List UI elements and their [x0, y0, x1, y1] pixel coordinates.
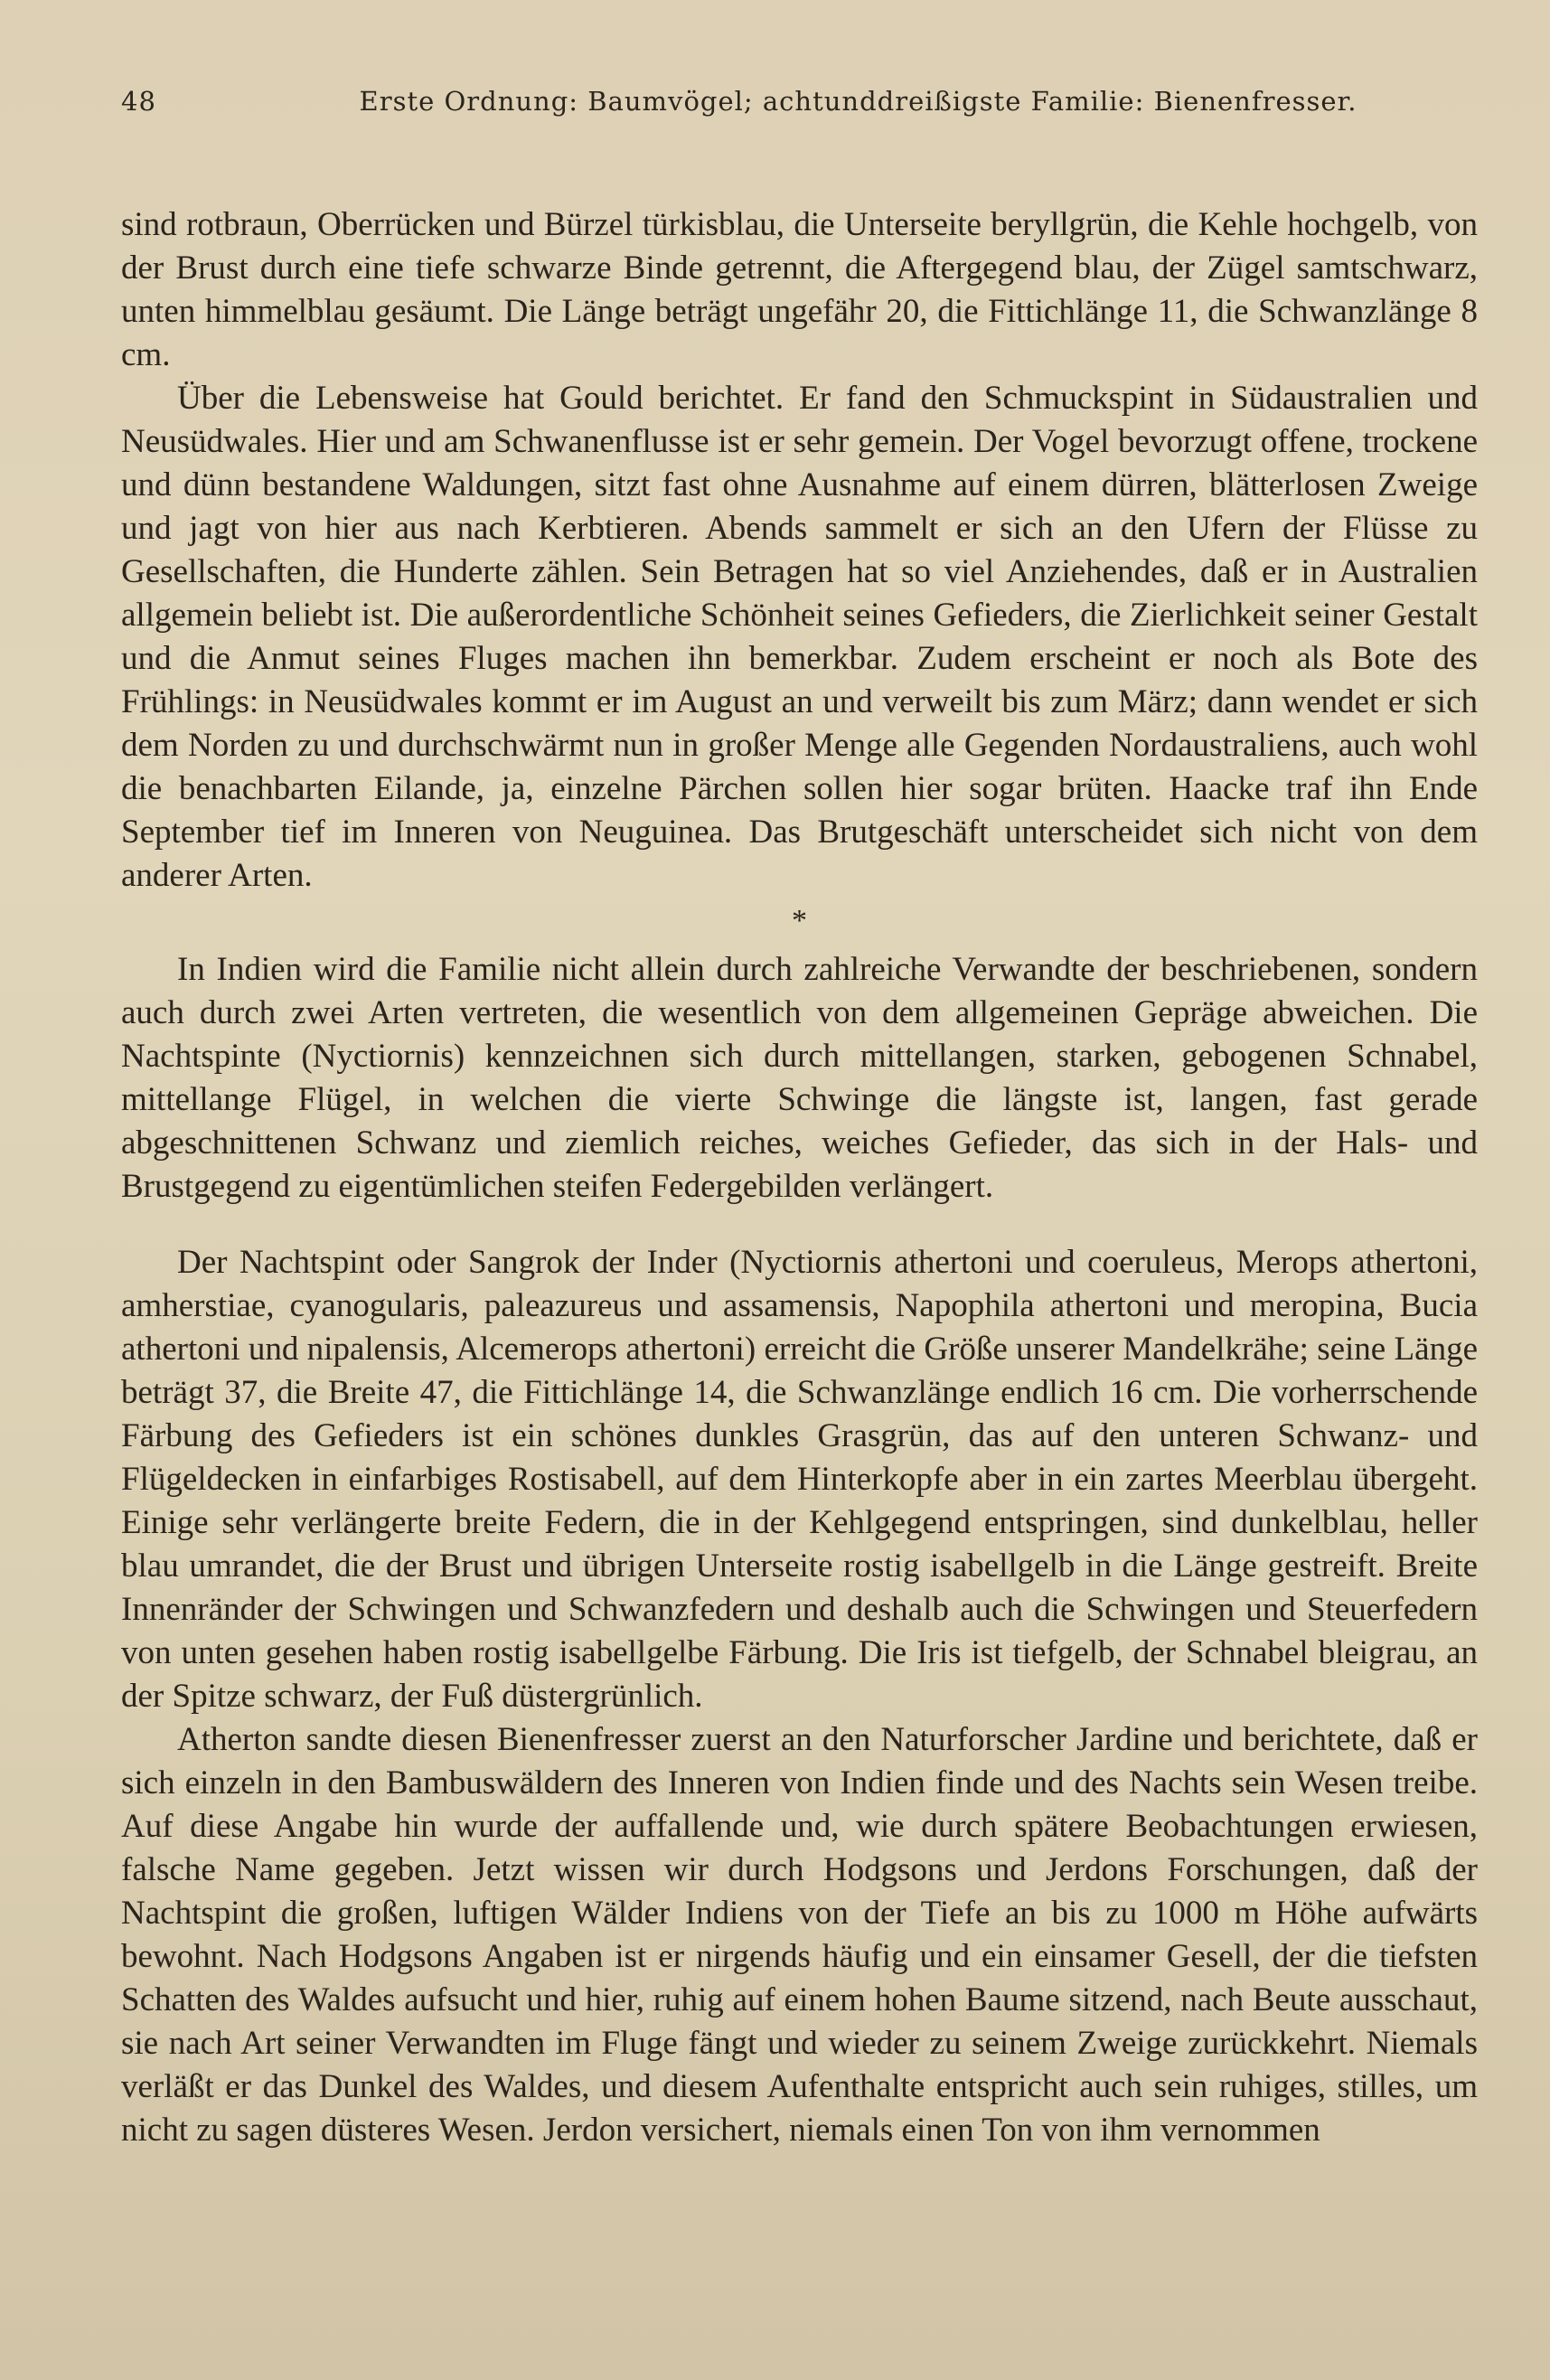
- body-text: [121, 203, 1478, 2152]
- page-header: [121, 86, 1478, 140]
- section-gap: [121, 1209, 1478, 1241]
- paragraph-3: In Indien wird die Familie nicht allein durch zahlreiche Verwandte der beschriebenen, sondern auch durch zwei Arten vertreten, die wesentlich von dem allgemeinen Gepräge abweichen. Die Nachtspinte (Nyctiornis) kennzeichnen sich durch mittellangen, starken, gebogenen Schnabel, mittellange Flügel, in welchen die vierte Schwinge die längste ist, langen, fast gerade abgeschnittenen Schwanz und ziemlich reiches, weiches Gefieder, das sich in der Hals- und Brustgegend zu eigentümlichen steifen Federgebilden verlängert.: [121, 951, 1478, 1205]
- paragraph-1: sind rotbraun, Oberrücken und Bürzel türkisblau, die Unterseite beryllgrün, die Kehle hochgelb, von der Brust durch eine tiefe schwarze Binde getrennt, die Aftergegend blau, der Zügel samtschwarz, unten himmelblau gesäumt. Die Länge beträgt ungefähr 20, die Fittichlänge 11, die Schwanzlänge 8 cm.: [121, 206, 1478, 373]
- page-number: 48: [121, 86, 156, 117]
- section-divider: *: [792, 904, 807, 937]
- running-head: Erste Ordnung: Baumvögel; achtunddreißigste Familie: Bienenfresser.: [359, 86, 1357, 117]
- paragraph-4: Der Nachtspint oder Sangrok der Inder (Nyctiornis athertoni und coeruleus, Merops athertoni, amherstiae, cyanogularis, paleazureus und assamensis, Napophila athertoni und meropina, Bucia athertoni und nipalensis, Alcemerops athertoni) erreicht die Größe unserer Mandelkrähe; seine Länge beträgt 37, die Breite 47, die Fittichlänge 14, die Schwanzlänge endlich 16 cm. Die vorherrschende Färbung des Gefieders ist ein schönes dunkles Grasgrün, das auf den unteren Schwanz- und Flügeldecken in einfarbiges Rostisabell, auf dem Hinterkopfe aber in ein zartes Meerblau übergeht. Einige sehr verlängerte breite Federn, die in der Kehlgegend entspringen, sind dunkelblau, heller blau umrandet, die der Brust und übrigen Unterseite rostig isabellgelb in die Länge gestreift. Breite Innenränder der Schwingen und Schwanzfedern und deshalb auch die Schwingen und Steuerfedern von unten gesehen haben rostig isabellgelbe Färbung. Die Iris ist tiefgelb, der Schnabel bleigrau, an der Spitze schwarz, der Fuß düstergrünlich.: [121, 1244, 1478, 1715]
- paragraph-2: Über die Lebensweise hat Gould berichtet. Er fand den Schmuckspint in Südaustralien und Neusüdwales. Hier und am Schwanenflusse ist er sehr gemein. Der Vogel bevorzugt offene, trockene und dünn bestandene Waldungen, sitzt fast ohne Ausnahme auf einem dürren, blätterlosen Zweige und jagt von hier aus nach Kerbtieren. Abends sammelt er sich an den Ufern der Flüsse zu Gesellschaften, die Hunderte zählen. Sein Betragen hat so viel Anziehendes, daß er in Australien allgemein beliebt ist. Die außerordentliche Schönheit seines Gefieders, die Zierlichkeit seiner Gestalt und die Anmut seines Fluges machen ihn bemerkbar. Zudem erscheint er noch als Bote des Frühlings: in Neusüdwales kommt er im August an und verweilt bis zum März; dann wendet er sich dem Norden zu und durchschwärmt nun in großer Menge alle Gegenden Nordaustraliens, auch wohl die benachbarten Eilande, ja, einzelne Pärchen sollen hier sogar brüten. Haacke traf ihn Ende September tief im Inneren von Neuguinea. Das Brutgeschäft unterscheidet sich nicht von dem anderer Arten.: [121, 380, 1478, 894]
- paragraph-5: Atherton sandte diesen Bienenfresser zuerst an den Naturforscher Jardine und berichtete, daß er sich einzeln in den Bambuswäldern des Inneren von Indien finde und des Nachts sein Wesen treibe. Auf diese Angabe hin wurde der auffallende und, wie durch spätere Beobachtungen erwiesen, falsche Name gegeben. Jetzt wissen wir durch Hodgsons und Jerdons Forschungen, daß der Nachtspint die großen, luftigen Wälder Indiens von der Tiefe an bis zu 1000 m Höhe aufwärts bewohnt. Nach Hodgsons Angaben ist er nirgends häufig und ein einsamer Gesell, der die tiefsten Schatten des Waldes aufsucht und hier, ruhig auf einem hohen Baume sitzend, nach Beute ausschaut, sie nach Art seiner Verwandten im Fluge fängt und wieder zu seinem Zweige zurückkehrt. Niemals verläßt er das Dunkel des Waldes, und diesem Aufenthalte entspricht auch sein ruhiges, stilles, um nicht zu sagen düsteres Wesen. Jerdon versichert, niemals einen Ton von ihm vernommen: [121, 1721, 1478, 2149]
